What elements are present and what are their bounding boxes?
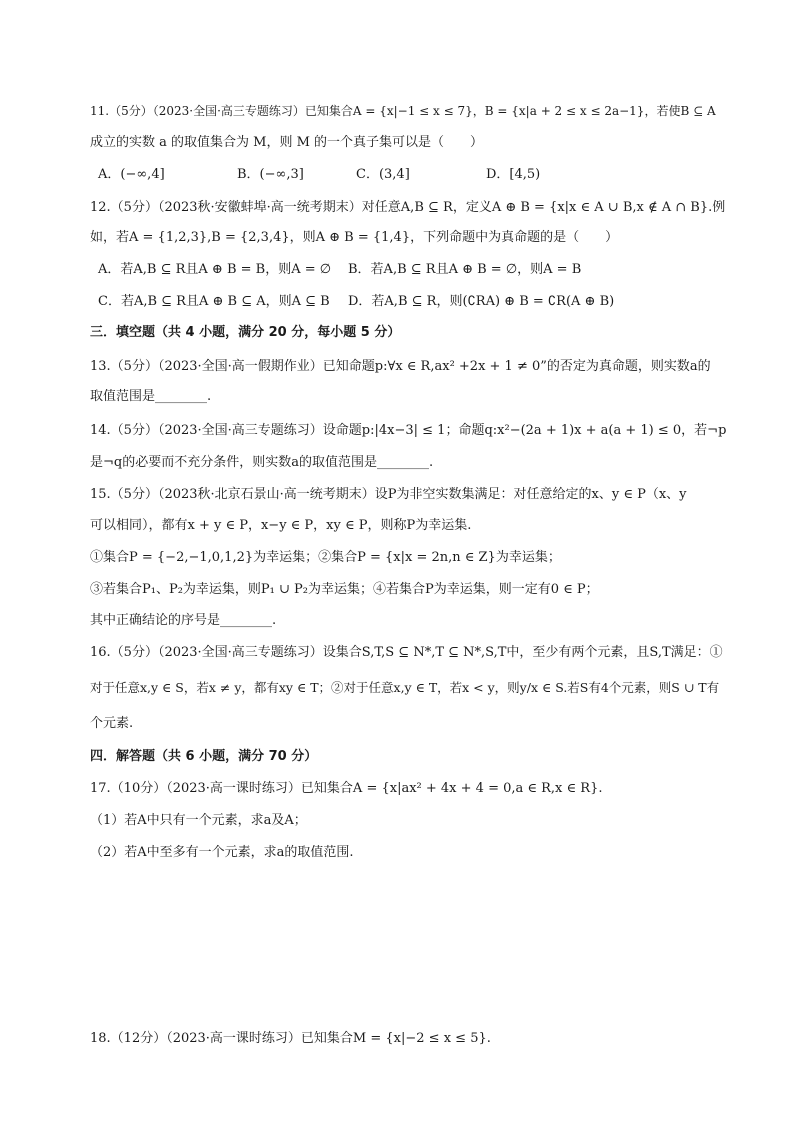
q17-part2: （2）若A中至多有一个元素，求a的取值范围.: [90, 845, 354, 860]
q15-line2: 可以相同），都有x + y ∈ P，x−y ∈ P，xy ∈ P，则称P为幸运集.: [90, 518, 472, 533]
q14-line2: 是¬q的必要而不充分条件，则实数a的取值范围是________.: [90, 455, 434, 470]
q12-option-a: A．若A,B ⊆ R且A ⊕ B = B，则A = ∅: [98, 262, 332, 277]
q11-option-a: A．(−∞,4]: [98, 167, 165, 182]
q15-line5: 其中正确结论的序号是________.: [90, 613, 277, 628]
q16-line1: 16.（5分）（2023·全国·高三专题练习）设集合S,T,S ⊆ N*,T ⊆ N*,S,T中，至少有两个元素，且S,T满足：①: [90, 645, 723, 660]
q13-line1: 13.（5分）（2023·全国·高一假期作业）已知命题p:∀x ∈ R,ax² +2x + 1 ≠ 0”的否定为真命题，则实数a的: [90, 359, 711, 374]
q13-line2: 取值范围是________.: [90, 389, 212, 404]
q12-option-c: C．若A,B ⊆ R且A ⊕ B ⊆ A，则A ⊆ B: [98, 294, 330, 309]
q11-option-c: C．(3,4]: [356, 167, 410, 182]
q16-line2: 对于任意x,y ∈ S，若x ≠ y，都有xy ∈ T；②对于任意x,y ∈ T，若x < y，则y/x ∈ S.若S有4个元素，则S ∪ T有: [90, 680, 720, 695]
q11-option-d: D．[4,5): [486, 167, 541, 182]
q15-line1: 15.（5分）（2023秋·北京石景山·高一统考期末）设P为非空实数集满足：对任意给定的x、y ∈ P（x、y: [90, 487, 687, 502]
q15-line3: ①集合P = {−2,−1,0,1,2}为幸运集；②集合P = {x|x = 2n,n ∈ Z}为幸运集；: [90, 550, 561, 565]
q18-line1: 18.（12分）（2023·高一课时练习）已知集合M = {x|−2 ≤ x ≤ 5}.: [90, 1031, 491, 1046]
q11-line1: 11.（5分）（2023·全国·高三专题练习）已知集合A = {x|−1 ≤ x ≤ 7}，B = {x|a + 2 ≤ x ≤ 2a−1}，若使B ⊆ A: [90, 104, 716, 118]
q11-option-b: B．(−∞,3]: [237, 167, 304, 182]
q11-line2: 成立的实数 a 的取值集合为 M，则 M 的一个真子集可以是（ ）: [90, 135, 484, 150]
q12-line1: 12.（5分）（2023秋·安徽蚌埠·高一统考期末）对任意A,B ⊆ R，定义A ⊕ B = {x|x ∈ A ∪ B,x ∉ A ∩ B}.例: [90, 200, 726, 215]
q12-option-d: D．若A,B ⊆ R，则(∁RA) ⊕ B = ∁R(A ⊕ B): [348, 294, 615, 309]
q12-line2: 如，若A = {1,2,3},B = {2,3,4}，则A ⊕ B = {1,4}，下列命题中为真命题的是（ ）: [90, 230, 619, 245]
q16-line3: 个元素.: [90, 716, 134, 731]
section-fill-in-heading: 三．填空题（共 4 小题，满分 20 分，每小题 5 分）: [90, 325, 401, 340]
q17-line1: 17.（10分）（2023·高一课时练习）已知集合A = {x|ax² + 4x + 4 = 0,a ∈ R,x ∈ R}.: [90, 781, 603, 796]
q17-part1: （1）若A中只有一个元素，求a及A；: [90, 813, 307, 828]
q15-line4: ③若集合P₁、P₂为幸运集，则P₁ ∪ P₂为幸运集；④若集合P为幸运集，则一定有0 ∈ P；: [90, 582, 599, 597]
q14-line1: 14.（5分）（2023·全国·高三专题练习）设命题p:|4x−3| ≤ 1；命题q:x²−(2a + 1)x + a(a + 1) ≤ 0，若¬p: [90, 423, 727, 438]
section-answer-heading: 四．解答题（共 6 小题，满分 70 分）: [90, 749, 318, 764]
q12-option-b: B．若A,B ⊆ R且A ⊕ B = ∅，则A = B: [348, 262, 582, 277]
